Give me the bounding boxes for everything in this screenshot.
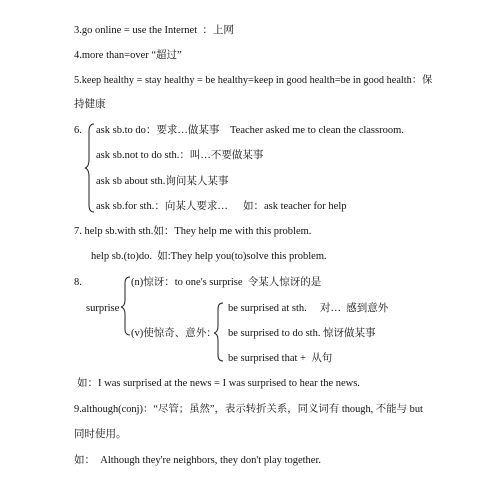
- item-8-headword: surprise: [86, 303, 120, 314]
- item-7-text-line2: help sb.(to)do. 如:They help you(to)solve this problem.: [91, 251, 327, 262]
- item-6-line-4: ask sb.for sth.：向某人要求…: [96, 201, 228, 212]
- item-6-line-1-example: Teacher asked me to clean the classroom.: [230, 125, 404, 136]
- item-7-text-line1: 7. help sb.with sth.如：They help me with this problem.: [74, 226, 312, 237]
- item-8-inner-brace: [213, 302, 225, 362]
- item-9-text-line2: 同时使用。: [74, 429, 127, 440]
- item-6-line-3: ask sb about sth.询问某人某事: [96, 176, 229, 187]
- item-8-number: 8.: [74, 277, 82, 288]
- item-6-line-4-example: 如：ask teacher for help: [243, 201, 347, 212]
- item-8-noun-sense: (n)惊讶：to one's surprise 令某人惊讶的是: [131, 277, 322, 288]
- item-8-phrase-2: be surprised to do sth.: [228, 328, 321, 339]
- item-9-text-line1: 9.although(conj)：“尽管；虽然”，表示转折关系，同义词有 though, 不能与 but: [74, 404, 423, 415]
- item-8-phrase-3: be surprised that + 从句: [228, 353, 333, 364]
- item-8-phrase-1-meaning: 对… 感到意外: [320, 303, 389, 314]
- item-5-text-line1: 5.keep healthy = stay healthy = be healthy=keep in good health=be in good health：保: [74, 75, 433, 86]
- item-8-example: 如：I was surprised at the news = I was surprised to hear the news.: [77, 378, 360, 389]
- item-8-verb-sense: (v)使惊奇、意外：: [131, 328, 217, 339]
- item-6-line-1: ask sb.to do：要求…做某事: [96, 125, 220, 136]
- item-8-phrase-1: be surprised at sth.: [228, 303, 307, 314]
- item-6-number: 6.: [74, 125, 82, 136]
- item-8-phrase-2-meaning: 惊讶做某事: [323, 328, 376, 339]
- item-4-text: 4.more than=over “超过”: [74, 50, 182, 61]
- item-5-text-line2: 持健康: [74, 99, 106, 110]
- item-9-example: 如： Although they're neighbors, they don't play together.: [74, 455, 321, 466]
- item-6-line-2: ask sb.not to do sth.：叫…不要做某事: [96, 150, 264, 161]
- item-6-brace: [84, 123, 96, 213]
- item-3-text: 3.go online = use the Internet ：上网: [74, 25, 234, 36]
